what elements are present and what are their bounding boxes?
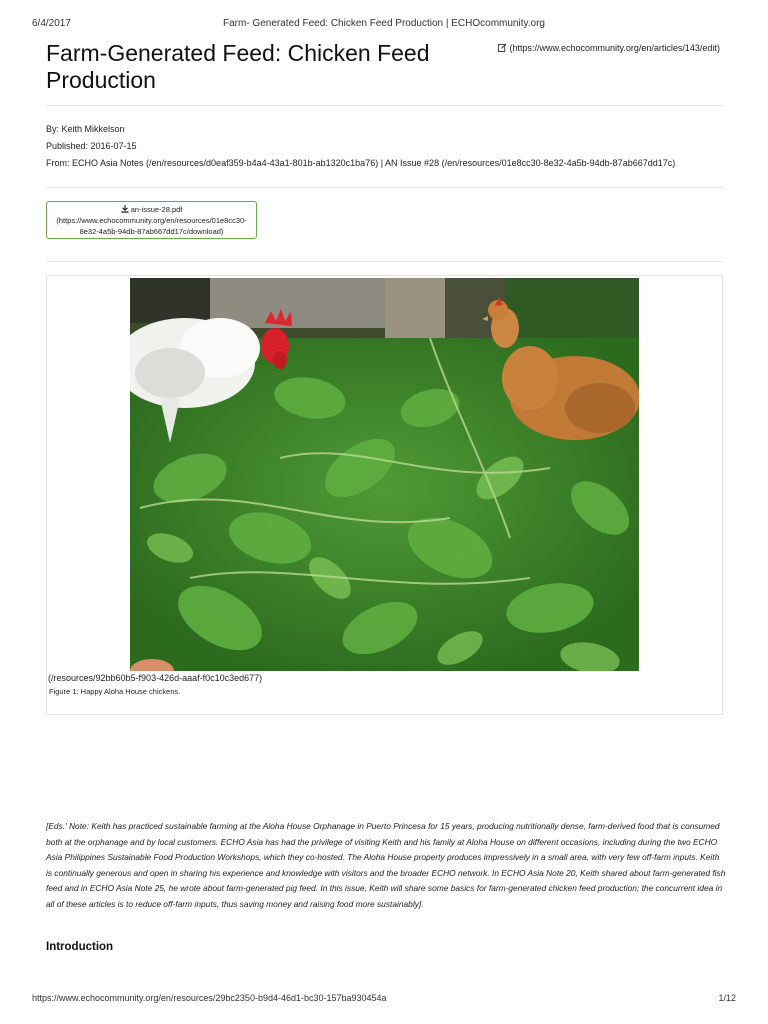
chickens-photo-image (130, 278, 639, 671)
chickens-photo[interactable] (130, 278, 639, 671)
figure-link[interactable]: (/resources/92bb60b5-f903-426d-aaaf-f0c10c3ed677) (48, 673, 263, 683)
editor-note: [Eds.' Note: Keith has practiced sustainable farming at the Aloha House Orphanage in Puerto Princesa for 15 years, producing nutritionally dense, farm-derived food that is consumed both at the orphanage and by local customers. ECHO Asia has had the privilege of visiting Keith and his family at Aloha House on different occasions, including during the two ECHO Asia Philippines Sustainable Food Production Workshops, which they co-hosted. The Aloha House property produces impressively in a small area, with very few off-farm inputs. Keith is continually generous and open in sharing his experience and knowledge with visitors and the broader ECHO network. In ECHO Asia Note 20, Keith shared about farm-generated fish feed and in ECHO Asia Note 25, he wrote about farm-generated pig feed. In this issue, Keith will share some basics for farm-generated chicken feed production; the concurrent idea in all of these articles is to reduce off-farm inputs, thus saving money and raising food more sustainably]. (46, 821, 726, 909)
edit-link[interactable] (498, 43, 720, 53)
figure-caption: Figure 1: Happy Aloha House chickens. (49, 687, 181, 696)
divider (46, 187, 723, 188)
print-footer-url: https://www.echocommunity.org/en/resources/29bc2350-b9d4-46d1-bc30-157ba930454a (32, 993, 387, 1003)
published-date: Published: 2016-07-15 (46, 141, 137, 151)
edit-link-url[interactable]: (https://www.echocommunity.org/en/articles/143/edit) (509, 43, 720, 53)
byline: By: Keith Mikkelson (46, 124, 125, 134)
download-file-name: an-issue-28.pdf (130, 205, 183, 214)
source-line[interactable]: From: ECHO Asia Notes (/en/resources/d0eaf359-b4a4-43a1-801b-ab1320c1ba76) | AN Issue #28 (/en/resources/01e8cc30-8e32-4a5b-94db-87ab667dd17c) (46, 158, 676, 168)
divider (46, 105, 723, 106)
divider (46, 261, 723, 262)
download-url-line-2: 8e32-4a5b-94db-87ab667dd17c/download) (79, 227, 224, 236)
download-pdf-button[interactable] (46, 201, 257, 239)
article-title: Farm-Generated Feed: Chicken Feed Production (46, 40, 430, 93)
print-page-title: Farm- Generated Feed: Chicken Feed Production | ECHOcommunity.org (223, 18, 545, 29)
section-heading-introduction: Introduction (46, 941, 114, 953)
download-url-line-1: (https://www.echocommunity.org/en/resources/01e8cc30- (56, 216, 247, 225)
print-date: 6/4/2017 (32, 18, 71, 29)
download-icon (121, 205, 129, 213)
print-page-number: 1/12 (718, 993, 736, 1003)
edit-icon (498, 43, 507, 52)
